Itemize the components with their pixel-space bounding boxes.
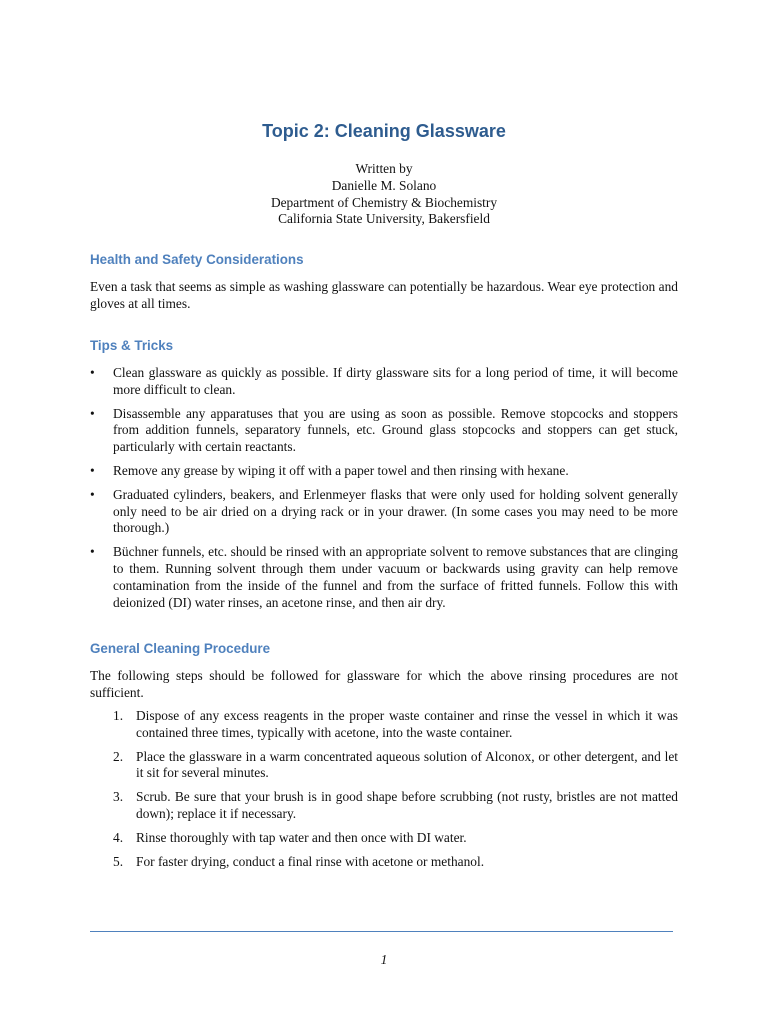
list-item (90, 544, 678, 611)
procedure-steps (90, 708, 678, 877)
bullet-marker: • (90, 544, 95, 560)
procedure-heading: General Cleaning Procedure (90, 641, 271, 656)
step-text: Scrub. Be sure that your brush is in good shape before scrubbing (not rusty, bristles are not matted down); replace it if necessary. (136, 789, 678, 821)
tip-text: Disassemble any apparatuses that you are using as soon as possible. Remove stopcocks and stoppers from addition funnels, separatory funnels, etc. Ground glass stopcocks and stoppers can get stuck, particularly with certain reactants. (113, 405, 678, 455)
byline-university: California State University, Bakersfield (278, 211, 490, 227)
step-text: Rinse thoroughly with tap water and then once with DI water. (136, 829, 467, 845)
list-item (90, 365, 678, 399)
step-text: Place the glassware in a warm concentrated aqueous solution of Alconox, or other detergent, and let it sit for several minutes. (136, 748, 678, 781)
byline (90, 161, 678, 228)
list-item (90, 463, 678, 480)
footer-divider (90, 931, 673, 932)
step-number: 2. (113, 748, 124, 764)
list-item (90, 749, 678, 783)
byline-department: Department of Chemistry & Biochemistry (270, 194, 498, 210)
step-number: 3. (113, 789, 124, 805)
list-item (90, 789, 678, 823)
step-text: For faster drying, conduct a final rinse with acetone or methanol. (136, 853, 485, 869)
tip-text: Remove any grease by wiping it off with a paper towel and then rinsing with hexane. (113, 462, 569, 478)
bullet-marker: • (90, 365, 95, 380)
bullet-marker: • (90, 462, 95, 478)
tip-text: Graduated cylinders, beakers, and Erlenmeyer flasks that were only used for holding solvent generally only need to be air dried on a drying rack or in your drawer. (In some cases you may need to be more thorough.) (113, 486, 678, 536)
list-item (90, 406, 678, 456)
bullet-marker: • (90, 405, 95, 421)
step-number: 4. (113, 829, 124, 845)
list-item (90, 708, 678, 742)
byline-written-by: Written by (355, 161, 413, 176)
byline-author: Danielle M. Solano (331, 177, 437, 193)
procedure-intro: The following steps should be followed for glassware for which the above rinsing procedures are not sufficient. (90, 668, 678, 700)
step-text: Dispose of any excess reagents in the proper waste container and rinse the vessel in which it was contained three times, typically with acetone, into the waste container. (136, 708, 678, 740)
list-item (90, 487, 678, 537)
page-number: 1 (380, 952, 388, 967)
list-item (90, 830, 678, 847)
step-number: 5. (113, 853, 124, 869)
health-safety-text: Even a task that seems as simple as washing glassware can potentially be hazardous. Wear eye protection and gloves at all times. (90, 279, 678, 311)
tip-text: Clean glassware as quickly as possible. If dirty glassware sits for a long period of time, it will become more difficult to clean. (113, 365, 678, 397)
step-number: 1. (113, 708, 124, 723)
health-safety-heading: Health and Safety Considerations (90, 252, 304, 267)
tips-list (90, 365, 678, 618)
tips-heading: Tips & Tricks (90, 338, 174, 353)
page-title: Topic 2: Cleaning Glassware (262, 121, 506, 141)
tip-text: Büchner funnels, etc. should be rinsed with an appropriate solvent to remove substances that are clinging to them. Running solvent through them under vacuum or backwards using gravity can help remove contamination from the inside of the funnel and from the surface of fritted funnels. Follow this with deionized (DI) water rinses, an acetone rinse, and then air dry. (113, 544, 678, 610)
document-page (90, 0, 678, 1024)
list-item (90, 854, 678, 871)
bullet-marker: • (90, 486, 95, 502)
